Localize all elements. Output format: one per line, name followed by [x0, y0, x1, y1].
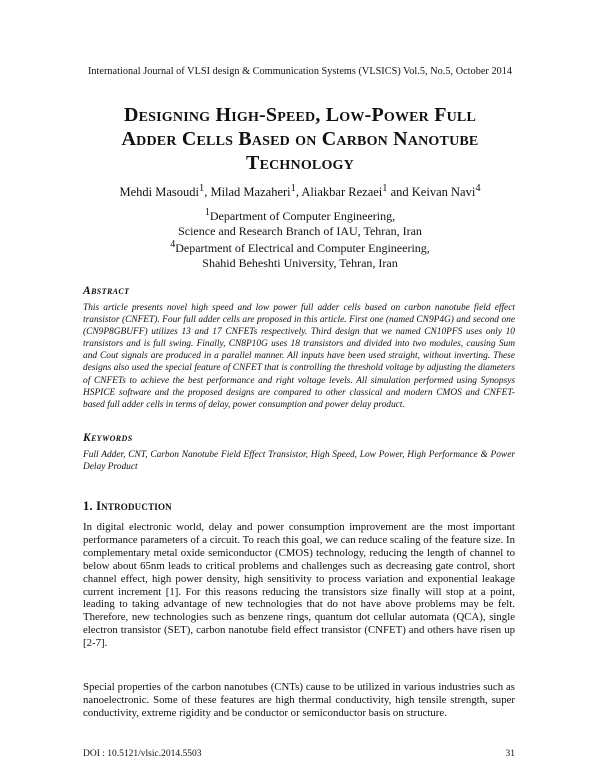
- abstract-text: This article presents novel high speed and low power full adder cells based on carbon nanotube field effect transistor (CNFET). Four full adder cells are proposed in this article. First one (named CN9P4G) and second one (CN9P8GBUFF) utilizes 13 and 17 CNFETs respectively. Third design that we named CN10PFS uses only 10 transistors and is full swing. Finally, CN8P10G uses 18 transistors and divided into two modules, causing Sum and Cout signals are produced in a parallel manner. All inputs have been used straight, without inverting. These designs also used the special feature of CNFET that is controlling the threshold voltage by adjusting the diameters of CNFETs to achieve the best performance and right voltage levels. All simulation performed using Synopsys HSPICE software and the proposed designs are compared to other classical and modern CMOS and CNFET-based full adder cells in terms of delay, power consumption and power delay product.: [83, 303, 515, 410]
- section-heading-introduction: 1. Introduction: [83, 499, 172, 513]
- paper-title: [40, 103, 560, 175]
- keywords-heading: Keywords: [83, 432, 133, 444]
- doi-label: DOI : 10.5121/vlsic.2014.5503: [83, 749, 202, 759]
- affiliation-line: $^1$Department of Computer Engineering,: [204, 207, 396, 223]
- journal-header: International Journal of VLSI design & Communication Systems (VLSICS) Vol.5, No.5, October 2014: [87, 66, 513, 77]
- title-line: Technology: [246, 152, 354, 174]
- author: Milad Mazaheri$^1$,: [210, 183, 302, 200]
- affiliation-line: $^4$Department of Electrical and Computer Engineering,: [170, 239, 430, 255]
- affiliation-line: Science and Research Branch of IAU, Tehran, Iran: [178, 223, 422, 238]
- author: Mehdi Masoudi$^1$,: [119, 183, 211, 200]
- author: Keivan Navi$^4$: [411, 183, 481, 200]
- author: Aliakbar Rezaei$^1$ and: [301, 183, 412, 200]
- author-list: [0, 183, 600, 200]
- affiliations: [0, 206, 600, 270]
- abstract-heading: Abstract: [83, 285, 130, 297]
- body-paragraph: Special properties of the carbon nanotubes (CNTs) cause to be utilized in various industries such as nanoelectronic. Some of these features are high thermal conductivity, high tensile strength, super conductivity, extreme rigidity and be conductor or semiconductor basis on structure.: [83, 681, 515, 719]
- keywords-text: Full Adder, CNT, Carbon Nanotube Field Effect Transistor, High Speed, Low Power, High Performance & Power Delay Product: [83, 450, 515, 473]
- affiliation-line: Shahid Beheshti University, Tehran, Iran: [202, 255, 398, 270]
- body-paragraph: In digital electronic world, delay and power consumption improvement are the most important performance parameters of a circuit. To reach this goal, we can reduce scaling of the feature size. In complementary metal oxide semiconductor (CMOS) technology, reducing the length of channel to below about 65nm leads to critical problems and challenges such as decreasing gate control, short channel effect, high power density, high sensitivity to process variation and exponential leakage current increment [1]. For this reasons reducing the transistors size finally will stop at a point, leading to taking advantage of new technologies that do not have above problems may be felt. Therefore, new technologies such as benzene rings, quantum dot cellular automata (QCA), single electron transistor (SET), carbon nanotube field effect transistor (CNFET) and others have risen up [2-7].: [83, 521, 515, 650]
- title-line: Adder Cells Based on Carbon Nanotube: [121, 128, 479, 150]
- page-number: 31: [505, 749, 515, 759]
- title-line: Designing High-Speed, Low-Power Full: [123, 104, 477, 126]
